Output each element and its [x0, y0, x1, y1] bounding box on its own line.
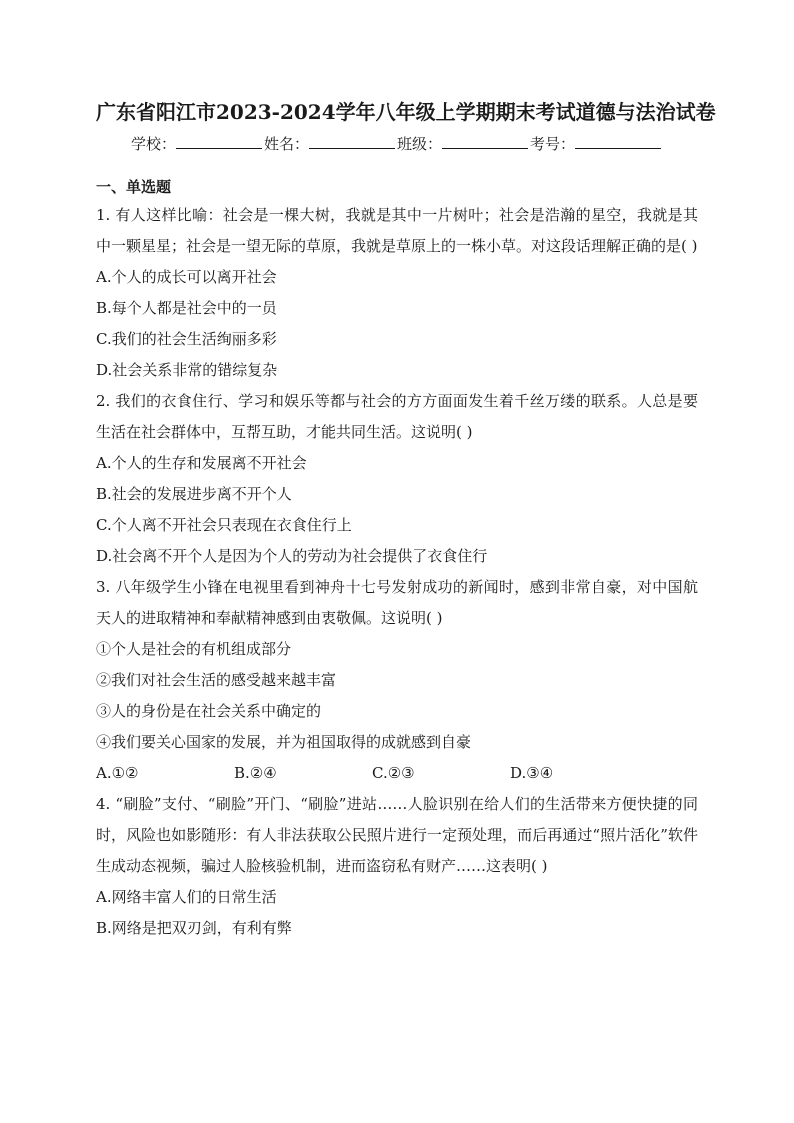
option-row	[96, 758, 698, 789]
question-1	[96, 200, 698, 386]
student-info-line	[96, 132, 698, 156]
option-d: D.社会关系非常的错综复杂	[96, 361, 278, 379]
question-2	[96, 386, 698, 572]
question-stem: 1. 有人这样比喻：社会是一棵大树，我就是其中一片树叶；社会是浩瀚的星空，我就是其中一颗星星；社会是一望无际的草原，我就是草原上的一株小草。对这段话理解正确的是( )	[96, 206, 698, 255]
section-heading: 一、单选题	[96, 178, 172, 196]
class-blank[interactable]	[442, 133, 528, 149]
option-c: C.个人离不开社会只表现在衣食住行上	[96, 516, 352, 534]
option-c: C.②③	[372, 764, 415, 782]
statement-2: ②我们对社会生活的感受越来越丰富	[96, 671, 337, 689]
statement-1: ①个人是社会的有机组成部分	[96, 640, 292, 658]
question-stem: 4. “刷脸”支付、“刷脸”开门、“刷脸”进站……人脸识别在给人们的生活带来方便快捷的同时，风险也如影随形：有人非法获取公民照片进行一定预处理，而后再通过“照片活化”软件生成动态视频，骗过人脸核验机制，进而盗窃私有财产……这表明( )	[96, 795, 698, 875]
school-label: 学校：	[130, 135, 176, 153]
statement-4: ④我们要关心国家的发展，并为祖国取得的成就感到自豪	[96, 733, 472, 751]
option-d: D.③④	[510, 764, 554, 782]
number-blank[interactable]	[575, 133, 661, 149]
statement-3: ③人的身份是在社会关系中确定的	[96, 702, 322, 720]
option-b: B.每个人都是社会中的一员	[96, 299, 277, 317]
option-b: B.社会的发展进步离不开个人	[96, 485, 292, 503]
question-3	[96, 572, 698, 789]
number-label: 考号：	[530, 135, 576, 153]
exam-title: 广东省阳江市2023-2024学年八年级上学期期末考试道德与法治试卷	[96, 100, 716, 124]
option-c: C.我们的社会生活绚丽多彩	[96, 330, 277, 348]
option-a: A.①②	[96, 764, 139, 782]
option-a: A.个人的成长可以离开社会	[96, 268, 277, 286]
option-d: D.社会离不开个人是因为个人的劳动为社会提供了衣食住行	[96, 547, 488, 565]
name-label: 姓名：	[263, 135, 309, 153]
name-blank[interactable]	[309, 133, 395, 149]
school-blank[interactable]	[176, 133, 262, 149]
option-b: B.网络是把双刃剑，有利有弊	[96, 919, 292, 937]
class-label: 班级：	[397, 135, 443, 153]
option-b: B.②④	[234, 764, 277, 782]
question-4	[96, 789, 698, 944]
option-a: A.网络丰富人们的日常生活	[96, 888, 277, 906]
question-stem: 3. 八年级学生小锋在电视里看到神舟十七号发射成功的新闻时，感到非常自豪，对中国航天人的进取精神和奉献精神感到由衷敬佩。这说明( )	[96, 578, 698, 627]
question-stem: 2. 我们的衣食住行、学习和娱乐等都与社会的方方面面发生着千丝万缕的联系。人总是要生活在社会群体中，互帮互助，才能共同生活。这说明( )	[96, 392, 698, 441]
option-a: A.个人的生存和发展离不开社会	[96, 454, 307, 472]
